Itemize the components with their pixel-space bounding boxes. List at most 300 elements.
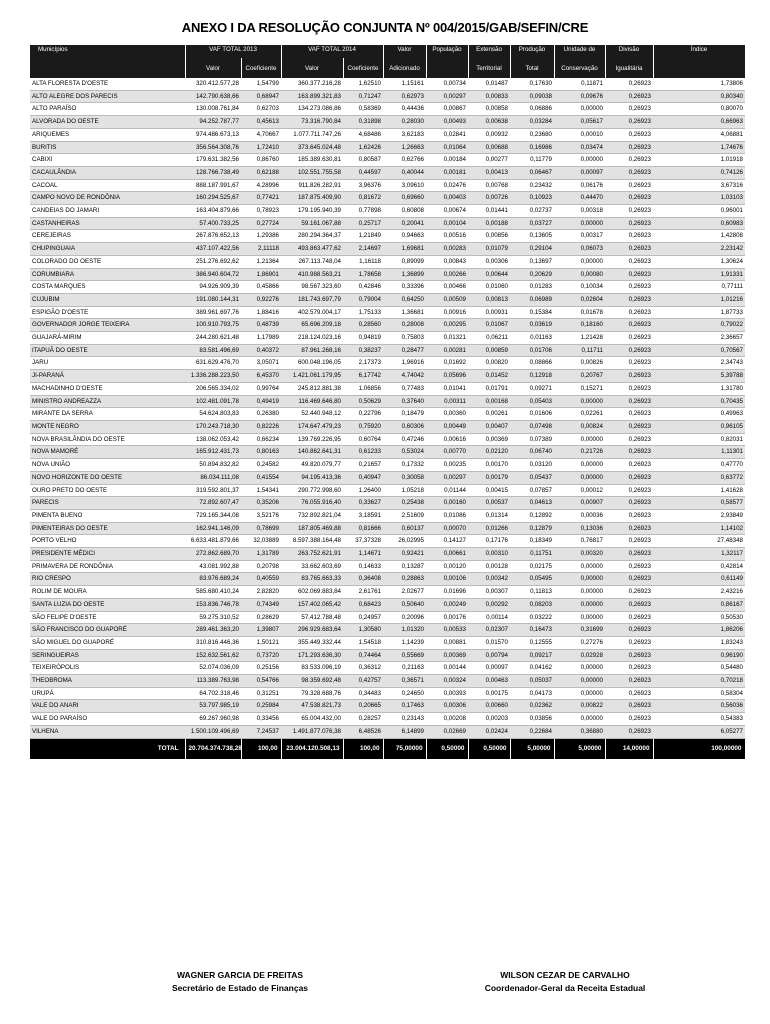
header-valor-adicionado-top: Valor	[383, 45, 426, 58]
cell-valor-2014: 49.820.079,77	[281, 459, 343, 472]
cell-coeficiente-2013: 2,82820	[241, 586, 281, 599]
cell-coeficiente-2013: 0,20798	[241, 560, 281, 573]
cell-valor-2014: 218.124.023,16	[281, 332, 343, 345]
cell-divisao-igualitaria: 0,26923	[605, 548, 653, 561]
cell-producao-total: 0,11813	[510, 586, 554, 599]
cell-coeficiente-2013: 1,21364	[241, 255, 281, 268]
cell-valor-2014: 181.743.697,79	[281, 293, 343, 306]
cell-coeficiente-2014: 0,74464	[343, 649, 383, 662]
header-valor-2014: Valor	[281, 58, 343, 78]
cell-producao-total: 0,12918	[510, 370, 554, 383]
cell-extensao-territorial: 0,00413	[468, 166, 510, 179]
cell-unidade-conservacao: 0,00012	[554, 484, 605, 497]
cell-valor-adicionado: 1,36681	[383, 306, 426, 319]
cell-coeficiente-2013: 1,17989	[241, 332, 281, 345]
cell-populacao: 0,00881	[426, 636, 468, 649]
cell-municipio: MIRANTE DA SERRA	[30, 408, 185, 421]
cell-populacao: 0,00306	[426, 700, 468, 713]
cell-unidade-conservacao: 0,00824	[554, 420, 605, 433]
cell-valor-adicionado: 0,28477	[383, 344, 426, 357]
table-row	[30, 535, 745, 548]
table-row	[30, 230, 745, 243]
cell-unidade-conservacao: 0,00000	[554, 255, 605, 268]
cell-valor-adicionado: 1,36899	[383, 268, 426, 281]
cell-producao-total: 0,10923	[510, 192, 554, 205]
cell-divisao-igualitaria: 0,26923	[605, 509, 653, 522]
cell-extensao-territorial: 0,00292	[468, 598, 510, 611]
table-row	[30, 700, 745, 713]
table-row	[30, 586, 745, 599]
cell-producao-total: 0,16986	[510, 141, 554, 154]
header-valor-adicionado-bottom: Adicionado	[383, 58, 426, 78]
cell-populacao: 0,00297	[426, 471, 468, 484]
table-row	[30, 611, 745, 624]
cell-coeficiente-2013: 2,11118	[241, 243, 281, 256]
table-row	[30, 243, 745, 256]
cell-coeficiente-2014: 2,17373	[343, 357, 383, 370]
cell-coeficiente-2014: 0,77898	[343, 205, 383, 218]
cell-unidade-conservacao: 0,00000	[554, 395, 605, 408]
cell-valor-2013: 389.961.697,76	[185, 306, 241, 319]
table-row	[30, 255, 745, 268]
signature-right-name: WILSON CEZAR DE CARVALHO	[500, 970, 630, 980]
cell-municipio: MONTE NEGRO	[30, 420, 185, 433]
table-row	[30, 78, 745, 90]
cell-valor-2013: 128.766.738,49	[185, 166, 241, 179]
cell-valor-2014: 134.273.086,86	[281, 103, 343, 116]
cell-valor-2014: 83.533.096,19	[281, 662, 343, 675]
cell-divisao-igualitaria: 0,26923	[605, 586, 653, 599]
cell-unidade-conservacao: 0,03474	[554, 141, 605, 154]
cell-divisao-igualitaria: 0,26923	[605, 484, 653, 497]
cell-unidade-conservacao: 0,18160	[554, 319, 605, 332]
cell-unidade-conservacao: 0,00000	[554, 560, 605, 573]
cell-valor-2013: 356.564.308,76	[185, 141, 241, 154]
cell-divisao-igualitaria: 0,26923	[605, 420, 653, 433]
cell-coeficiente-2013: 1,54341	[241, 484, 281, 497]
cell-unidade-conservacao: 0,02928	[554, 649, 605, 662]
table-row	[30, 433, 745, 446]
cell-municipio: GOVERNADOR JORGE TEIXEIRA	[30, 319, 185, 332]
cell-valor-2014: 47.538.821,73	[281, 700, 343, 713]
cell-indice: 1,01918	[653, 154, 745, 167]
cell-valor-adicionado: 0,23143	[383, 713, 426, 726]
cell-divisao-igualitaria: 0,26923	[605, 370, 653, 383]
cell-unidade-conservacao: 0,36880	[554, 725, 605, 738]
cell-coeficiente-2013: 0,33456	[241, 713, 281, 726]
cell-populacao: 0,00249	[426, 598, 468, 611]
cell-unidade-conservacao: 0,00000	[554, 687, 605, 700]
cell-extensao-territorial: 0,01791	[468, 382, 510, 395]
cell-divisao-igualitaria: 0,26923	[605, 725, 653, 738]
cell-divisao-igualitaria: 0,26923	[605, 560, 653, 573]
cell-populacao: 0,00369	[426, 649, 468, 662]
cell-extensao-territorial: 0,06211	[468, 332, 510, 345]
cell-coeficiente-2014: 37,37328	[343, 535, 383, 548]
cell-divisao-igualitaria: 0,26923	[605, 598, 653, 611]
cell-divisao-igualitaria: 0,26923	[605, 179, 653, 192]
cell-unidade-conservacao: 0,00036	[554, 509, 605, 522]
cell-divisao-igualitaria: 0,26923	[605, 446, 653, 459]
cell-producao-total: 0,04173	[510, 687, 554, 700]
cell-indice: 1,31780	[653, 382, 745, 395]
cell-municipio: CHUPINGUAIA	[30, 243, 185, 256]
cell-producao-total: 0,20629	[510, 268, 554, 281]
cell-producao-total: 0,07498	[510, 420, 554, 433]
cell-coeficiente-2014: 0,25717	[343, 217, 383, 230]
cell-populacao: 0,00509	[426, 293, 468, 306]
cell-municipio: JARU	[30, 357, 185, 370]
cell-valor-2013: 69.267.960,98	[185, 713, 241, 726]
cell-coeficiente-2014: 1,26400	[343, 484, 383, 497]
cell-valor-adicionado: 26,02995	[383, 535, 426, 548]
cell-valor-adicionado: 0,77483	[383, 382, 426, 395]
cell-extensao-territorial: 0,00203	[468, 713, 510, 726]
table-row	[30, 166, 745, 179]
cell-valor-2014: 116.469.646,80	[281, 395, 343, 408]
cell-extensao-territorial: 0,00277	[468, 154, 510, 167]
cell-valor-2014: 65.004.432,00	[281, 713, 343, 726]
cell-indice: 0,58304	[653, 687, 745, 700]
signature-right-role: Coordenador-Geral da Receita Estadual	[484, 983, 646, 993]
cell-coeficiente-2014: 0,44597	[343, 166, 383, 179]
cell-extensao-territorial: 0,17176	[468, 535, 510, 548]
cell-indice: 1,01216	[653, 293, 745, 306]
cell-valor-2013: 888.187.991,67	[185, 179, 241, 192]
cell-populacao: 0,00533	[426, 624, 468, 637]
cell-municipio: PIMENTEIRAS DO OESTE	[30, 522, 185, 535]
cell-extensao-territorial: 0,00407	[468, 420, 510, 433]
cell-coeficiente-2014: 1,14671	[343, 548, 383, 561]
cell-valor-2013: 83.976.689,24	[185, 573, 241, 586]
cell-unidade-conservacao: 0,00822	[554, 700, 605, 713]
cell-unidade-conservacao: 0,27276	[554, 636, 605, 649]
cell-unidade-conservacao: 0,76817	[554, 535, 605, 548]
cell-valor-2013: 100.910.793,75	[185, 319, 241, 332]
cell-municipio: ARIQUEMES	[30, 128, 185, 141]
cell-populacao: 0,02669	[426, 725, 468, 738]
cell-populacao: 0,00867	[426, 103, 468, 116]
cell-populacao: 0,01321	[426, 332, 468, 345]
cell-municipio: ALVORADA DO OESTE	[30, 116, 185, 129]
cell-coeficiente-2013: 1,72410	[241, 141, 281, 154]
cell-populacao: 0,01144	[426, 484, 468, 497]
cell-valor-adicionado: 0,21163	[383, 662, 426, 675]
cell-municipio: CABIXI	[30, 154, 185, 167]
cell-valor-2014: 1.491.877.076,38	[281, 725, 343, 738]
cell-populacao: 0,00311	[426, 395, 468, 408]
cell-producao-total: 0,07857	[510, 484, 554, 497]
cell-valor-2013: 52.074.036,09	[185, 662, 241, 675]
cell-coeficiente-2014: 2,61761	[343, 586, 383, 599]
cell-coeficiente-2014: 1,54518	[343, 636, 383, 649]
cell-coeficiente-2013: 0,45866	[241, 281, 281, 294]
cell-coeficiente-2013: 0,68947	[241, 90, 281, 103]
cell-unidade-conservacao: 0,10034	[554, 281, 605, 294]
cell-producao-total: 0,09271	[510, 382, 554, 395]
cell-coeficiente-2013: 0,92276	[241, 293, 281, 306]
cell-extensao-territorial: 0,02424	[468, 725, 510, 738]
cell-valor-adicionado: 1,96916	[383, 357, 426, 370]
cell-indice: 0,82031	[653, 433, 745, 446]
cell-populacao: 0,00120	[426, 560, 468, 573]
cell-valor-adicionado: 4,74042	[383, 370, 426, 383]
cell-divisao-igualitaria: 0,26923	[605, 382, 653, 395]
cell-valor-2014: 402.579.004,17	[281, 306, 343, 319]
cell-coeficiente-2014: 1,62510	[343, 78, 383, 90]
cell-valor-2013: 319.592.801,37	[185, 484, 241, 497]
cell-coeficiente-2013: 0,40372	[241, 344, 281, 357]
cell-valor-adicionado: 0,94663	[383, 230, 426, 243]
cell-populacao: 0,01086	[426, 509, 468, 522]
cell-valor-2013: 320.412.577,28	[185, 78, 241, 90]
cell-valor-2013: 386.940.604,72	[185, 268, 241, 281]
cell-indice: 2,36657	[653, 332, 745, 345]
cell-extensao-territorial: 0,00820	[468, 357, 510, 370]
table-row	[30, 649, 745, 662]
cell-indice: 1,14102	[653, 522, 745, 535]
cell-coeficiente-2013: 32,03889	[241, 535, 281, 548]
cell-valor-2013: 162.941.146,09	[185, 522, 241, 535]
cell-populacao: 0,01064	[426, 141, 468, 154]
table-row	[30, 687, 745, 700]
cell-indice: 1,74676	[653, 141, 745, 154]
cell-valor-adicionado: 0,17332	[383, 459, 426, 472]
header-indice: Índice	[653, 45, 745, 78]
data-table	[30, 45, 746, 759]
cell-valor-2014: 139.769.226,95	[281, 433, 343, 446]
table-row	[30, 268, 745, 281]
cell-valor-adicionado: 3,09610	[383, 179, 426, 192]
cell-divisao-igualitaria: 0,26923	[605, 243, 653, 256]
cell-coeficiente-2013: 0,31251	[241, 687, 281, 700]
header-divisao-bottom: Igualitária	[605, 58, 653, 78]
cell-valor-adicionado: 3,62183	[383, 128, 426, 141]
cell-extensao-territorial: 0,01487	[468, 78, 510, 90]
cell-indice: 0,50530	[653, 611, 745, 624]
cell-indice: 0,61149	[653, 573, 745, 586]
cell-populacao: 0,00104	[426, 217, 468, 230]
cell-municipio: THEOBROMA	[30, 675, 185, 688]
table-row	[30, 497, 745, 510]
cell-valor-2014: 65.696.209,18	[281, 319, 343, 332]
cell-extensao-territorial: 0,00794	[468, 649, 510, 662]
cell-populacao: 0,02841	[426, 128, 468, 141]
cell-divisao-igualitaria: 0,26923	[605, 408, 653, 421]
cell-coeficiente-2013: 0,80163	[241, 446, 281, 459]
cell-producao-total: 0,06467	[510, 166, 554, 179]
cell-extensao-territorial: 0,00415	[468, 484, 510, 497]
cell-producao-total: 0,06886	[510, 103, 554, 116]
header-coeficiente-2014: Coeficiente	[343, 58, 383, 78]
cell-coeficiente-2013: 0,99764	[241, 382, 281, 395]
cell-coeficiente-2014: 1,78658	[343, 268, 383, 281]
cell-indice: 1,42808	[653, 230, 745, 243]
cell-populacao: 0,00770	[426, 446, 468, 459]
cell-valor-2013: 72.892.607,47	[185, 497, 241, 510]
cell-extensao-territorial: 0,00932	[468, 128, 510, 141]
table-row	[30, 90, 745, 103]
cell-populacao: 0,00360	[426, 408, 468, 421]
cell-coeficiente-2014: 0,75920	[343, 420, 383, 433]
cell-valor-2013: 142.790.638,66	[185, 90, 241, 103]
signature-right	[445, 970, 685, 993]
cell-extensao-territorial: 0,00858	[468, 103, 510, 116]
cell-extensao-territorial: 0,00261	[468, 408, 510, 421]
cell-unidade-conservacao: 0,02261	[554, 408, 605, 421]
cell-divisao-igualitaria: 0,26923	[605, 166, 653, 179]
cell-unidade-conservacao: 0,02604	[554, 293, 605, 306]
cell-valor-2013: 6.633.481.879,66	[185, 535, 241, 548]
cell-valor-adicionado: 0,20041	[383, 217, 426, 230]
table-row	[30, 116, 745, 129]
cell-coeficiente-2014: 0,80587	[343, 154, 383, 167]
cell-valor-2013: 152.632.561,62	[185, 649, 241, 662]
cell-valor-2013: 54.624.803,83	[185, 408, 241, 421]
cell-municipio: ALTO ALEGRE DOS PARECIS	[30, 90, 185, 103]
cell-valor-adicionado: 0,30058	[383, 471, 426, 484]
cell-coeficiente-2014: 0,71247	[343, 90, 383, 103]
cell-unidade-conservacao: 0,00080	[554, 268, 605, 281]
cell-indice: 2,93849	[653, 509, 745, 522]
cell-divisao-igualitaria: 0,26923	[605, 662, 653, 675]
cell-indice: 0,96105	[653, 420, 745, 433]
cell-coeficiente-2014: 0,68423	[343, 598, 383, 611]
cell-valor-2014: 187.875.409,90	[281, 192, 343, 205]
cell-valor-2014: 98.359.692,48	[281, 675, 343, 688]
cell-valor-adicionado: 0,62973	[383, 90, 426, 103]
cell-divisao-igualitaria: 0,26923	[605, 357, 653, 370]
cell-divisao-igualitaria: 0,26923	[605, 573, 653, 586]
page-title: ANEXO I DA RESOLUÇÃO CONJUNTA Nº 004/2015/GAB/SEFIN/CRE	[181, 20, 589, 35]
cell-extensao-territorial: 0,00310	[468, 548, 510, 561]
cell-coeficiente-2014: 0,14633	[343, 560, 383, 573]
cell-valor-2013: 631.629.476,70	[185, 357, 241, 370]
cell-extensao-territorial: 0,00114	[468, 611, 510, 624]
cell-extensao-territorial: 0,00306	[468, 255, 510, 268]
cell-extensao-territorial: 0,00537	[468, 497, 510, 510]
cell-producao-total: 0,08203	[510, 598, 554, 611]
cell-populacao: 0,00616	[426, 433, 468, 446]
cell-populacao: 0,00516	[426, 230, 468, 243]
cell-extensao-territorial: 0,01314	[468, 509, 510, 522]
cell-valor-2014: 1.421.061.179,95	[281, 370, 343, 383]
cell-valor-adicionado: 0,37640	[383, 395, 426, 408]
header-divisao-top: Divisão	[605, 45, 653, 58]
cell-divisao-igualitaria: 0,26923	[605, 192, 653, 205]
cell-extensao-territorial: 0,01060	[468, 281, 510, 294]
cell-indice: 1,86206	[653, 624, 745, 637]
cell-coeficiente-2013: 1,31789	[241, 548, 281, 561]
cell-valor-2014: 600.048.196,05	[281, 357, 343, 370]
cell-unidade-conservacao: 0,13036	[554, 522, 605, 535]
cell-populacao: 0,00466	[426, 281, 468, 294]
table-row	[30, 357, 745, 370]
cell-valor-adicionado: 0,60137	[383, 522, 426, 535]
cell-coeficiente-2013: 0,66234	[241, 433, 281, 446]
table-row	[30, 662, 745, 675]
cell-valor-2014: 602.069.883,84	[281, 586, 343, 599]
cell-coeficiente-2013: 0,26380	[241, 408, 281, 421]
cell-divisao-igualitaria: 0,26923	[605, 128, 653, 141]
total-populacao: 0,50000	[426, 738, 468, 759]
cell-indice: 0,42814	[653, 560, 745, 573]
cell-valor-adicionado: 0,28863	[383, 573, 426, 586]
cell-valor-2013: 437.107.422,56	[185, 243, 241, 256]
cell-indice: 0,80070	[653, 103, 745, 116]
cell-valor-2013: 102.481.091,78	[185, 395, 241, 408]
header-producao-top: Produção	[510, 45, 554, 58]
cell-valor-adicionado: 0,28008	[383, 319, 426, 332]
table-header	[30, 45, 745, 78]
cell-valor-2014: 179.195.940,39	[281, 205, 343, 218]
table-row	[30, 484, 745, 497]
cell-populacao: 0,00843	[426, 255, 468, 268]
cell-producao-total: 0,03120	[510, 459, 554, 472]
cell-extensao-territorial: 0,02307	[468, 624, 510, 637]
cell-valor-2014: 263.752.621,91	[281, 548, 343, 561]
cell-coeficiente-2014: 0,79004	[343, 293, 383, 306]
cell-extensao-territorial: 0,00768	[468, 179, 510, 192]
cell-coeficiente-2013: 0,35206	[241, 497, 281, 510]
cell-unidade-conservacao: 0,00000	[554, 662, 605, 675]
cell-divisao-igualitaria: 0,26923	[605, 332, 653, 345]
cell-divisao-igualitaria: 0,26923	[605, 255, 653, 268]
cell-unidade-conservacao: 0,21726	[554, 446, 605, 459]
cell-valor-adicionado: 0,24650	[383, 687, 426, 700]
cell-divisao-igualitaria: 0,26923	[605, 624, 653, 637]
cell-producao-total: 0,01163	[510, 332, 554, 345]
cell-producao-total: 0,02175	[510, 560, 554, 573]
cell-divisao-igualitaria: 0,26923	[605, 497, 653, 510]
header-extensao-top: Extensão	[468, 45, 510, 58]
cell-unidade-conservacao: 0,31699	[554, 624, 605, 637]
cell-producao-total: 0,01706	[510, 344, 554, 357]
cell-populacao: 0,02476	[426, 179, 468, 192]
cell-indice: 1,91331	[653, 268, 745, 281]
header-coeficiente-2013: Coeficiente	[241, 58, 281, 78]
cell-populacao: 0,00295	[426, 319, 468, 332]
cell-valor-2013: 179.631.382,56	[185, 154, 241, 167]
cell-extensao-territorial: 0,00168	[468, 395, 510, 408]
cell-producao-total: 0,15384	[510, 306, 554, 319]
table-row	[30, 395, 745, 408]
cell-populacao: 0,00176	[426, 611, 468, 624]
cell-unidade-conservacao: 0,06176	[554, 179, 605, 192]
cell-valor-adicionado: 6,14899	[383, 725, 426, 738]
total-unidade-conservacao: 5,00000	[554, 738, 605, 759]
cell-populacao: 0,00393	[426, 687, 468, 700]
cell-producao-total: 0,01283	[510, 281, 554, 294]
cell-extensao-territorial: 0,00175	[468, 687, 510, 700]
cell-indice: 0,58577	[653, 497, 745, 510]
cell-indice: 0,80340	[653, 90, 745, 103]
cell-populacao: 0,00266	[426, 268, 468, 281]
cell-indice: 0,47770	[653, 459, 745, 472]
cell-extensao-territorial: 0,00307	[468, 586, 510, 599]
cell-divisao-igualitaria: 0,26923	[605, 90, 653, 103]
cell-valor-2014: 163.899.321,83	[281, 90, 343, 103]
cell-producao-total: 0,22684	[510, 725, 554, 738]
cell-coeficiente-2013: 0,74349	[241, 598, 281, 611]
table-row	[30, 560, 745, 573]
cell-extensao-territorial: 0,00931	[468, 306, 510, 319]
table-row	[30, 548, 745, 561]
table-row	[30, 281, 745, 294]
cell-municipio: CAMPO NOVO DE RONDÔNIA	[30, 192, 185, 205]
cell-municipio: PRIMAVERA DE RONDÔNIA	[30, 560, 185, 573]
cell-indice: 1,30624	[653, 255, 745, 268]
